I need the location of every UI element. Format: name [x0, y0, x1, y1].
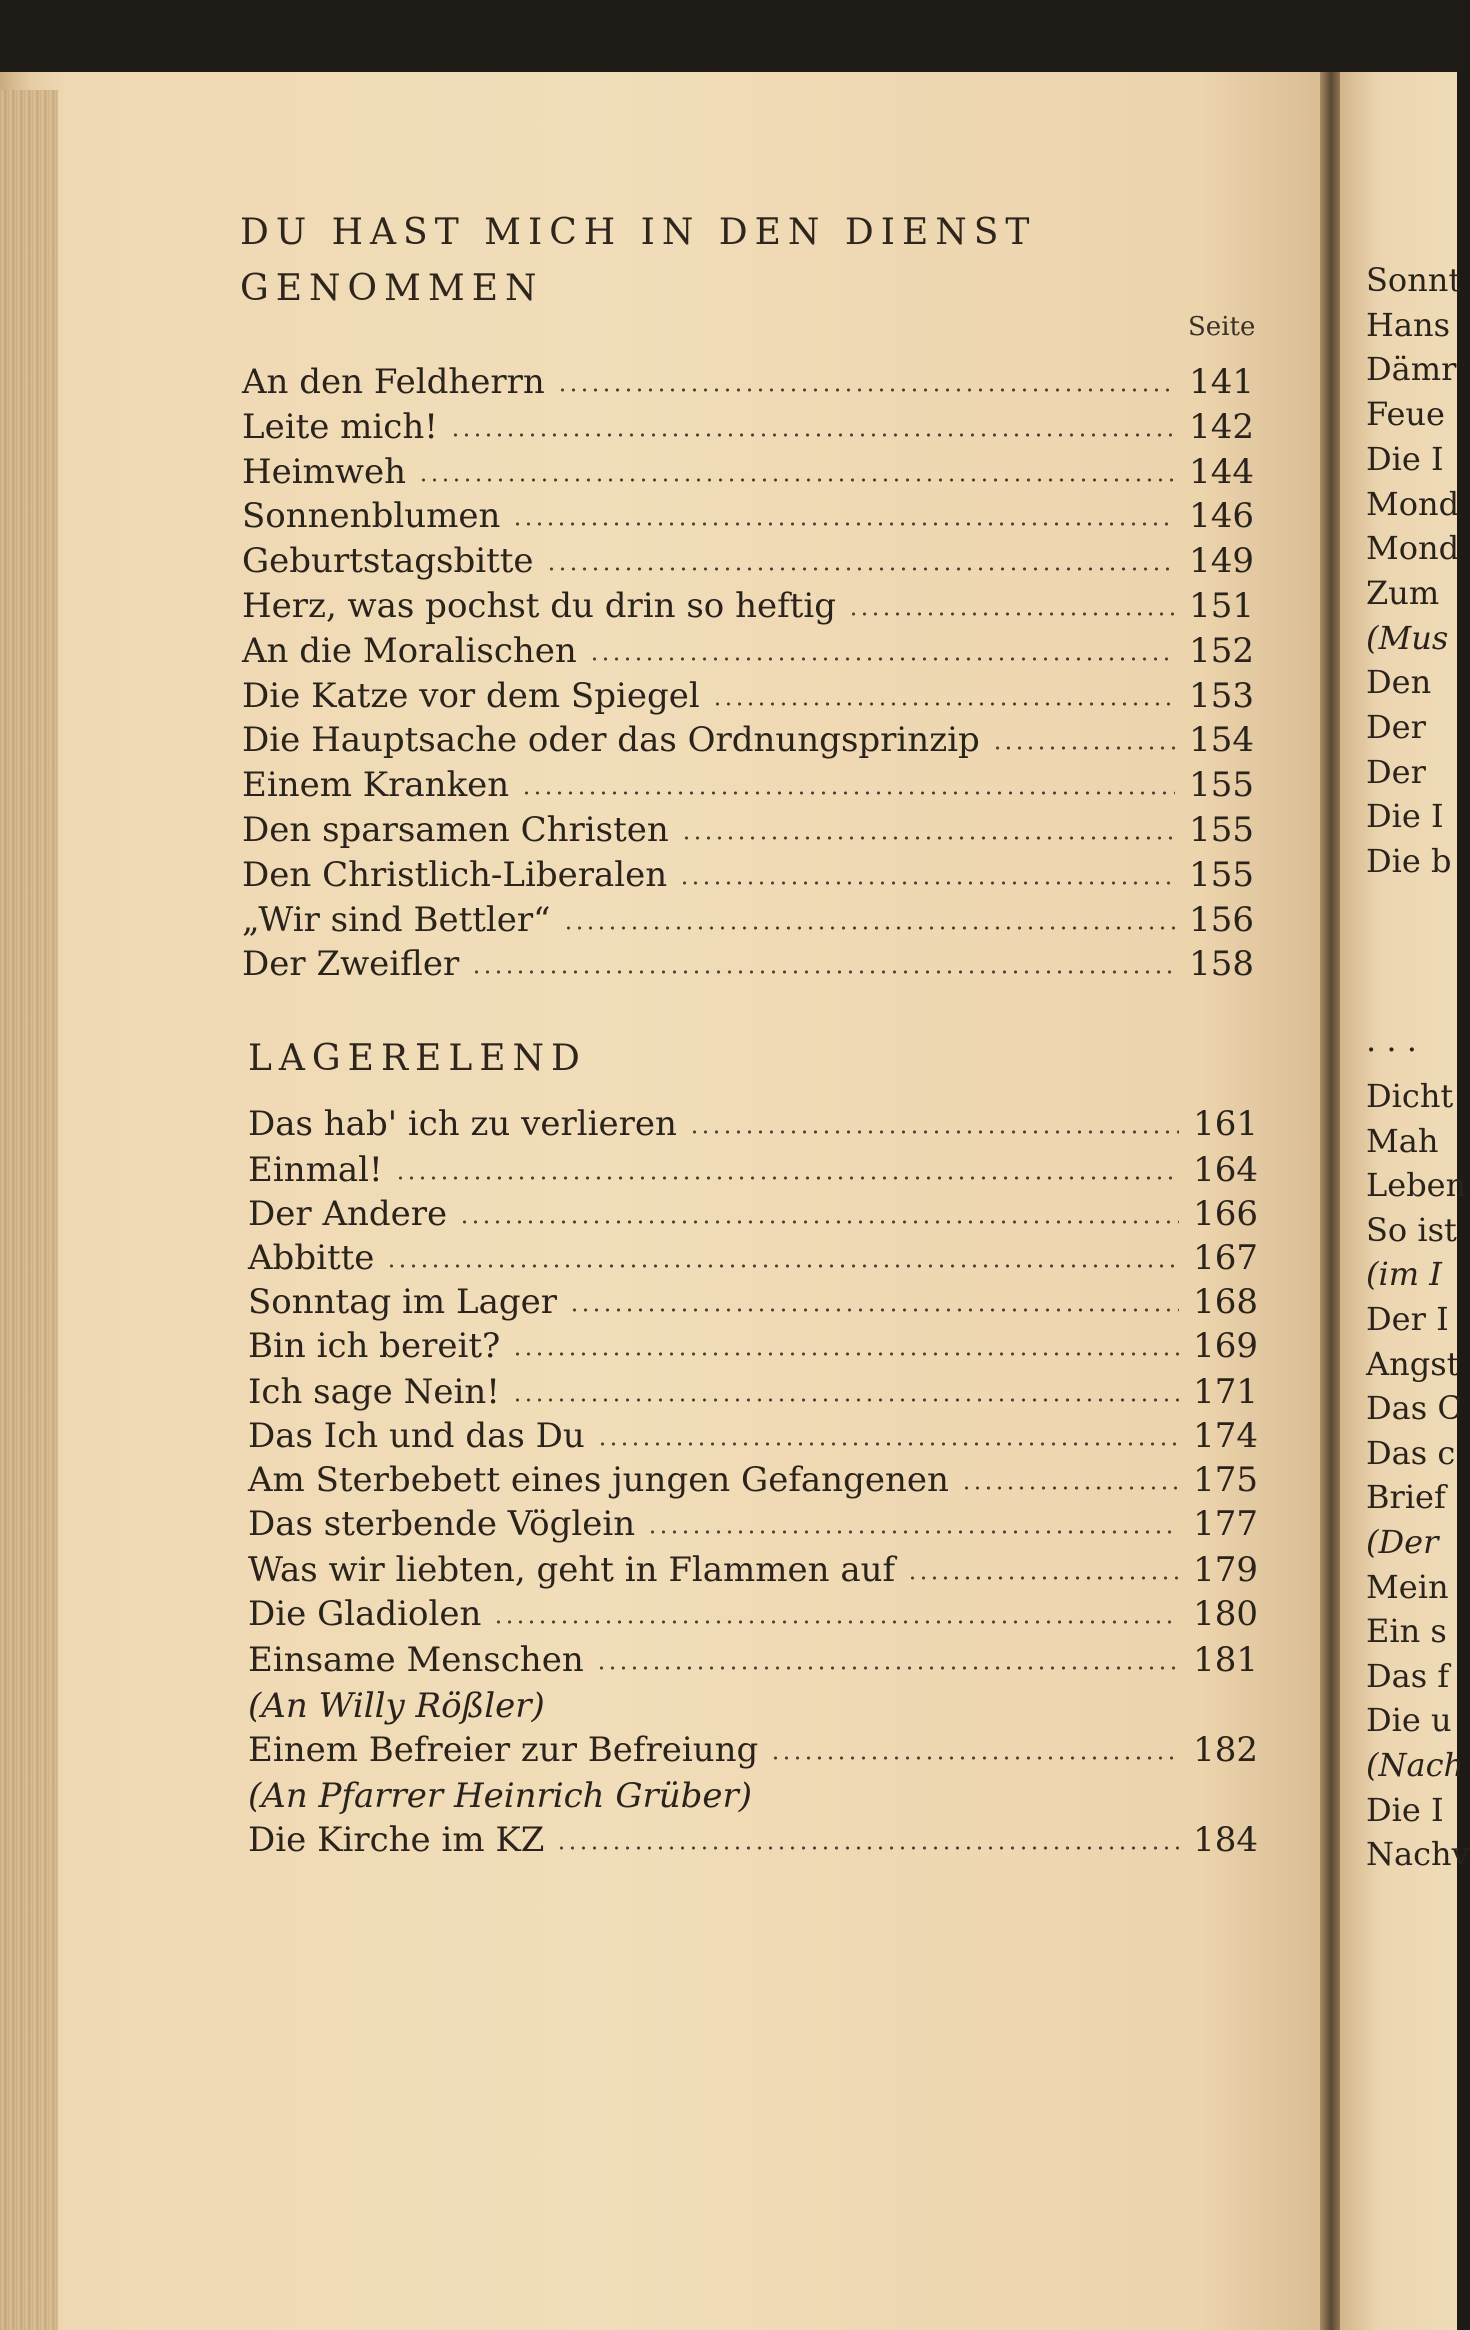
- dot-leader: [512, 1397, 1179, 1403]
- toc-entry-page: 164: [1193, 1150, 1258, 1190]
- toc-entry: [248, 1594, 1258, 1634]
- toc-entry-title: Die Kirche im KZ: [248, 1820, 545, 1860]
- right-page-stub: Mond: [1366, 484, 1460, 523]
- dot-leader: [689, 1129, 1179, 1135]
- section-title-line2: GENOMMEN: [240, 268, 544, 309]
- toc-entry-page: 155: [1189, 855, 1254, 895]
- toc-entry: [248, 1238, 1258, 1278]
- toc-entry-page: 152: [1189, 631, 1254, 671]
- toc-entry-page: 181: [1193, 1640, 1258, 1680]
- dot-leader: [679, 880, 1175, 886]
- right-page-stub: Dicht: [1366, 1077, 1454, 1115]
- page-edge: [0, 90, 58, 2330]
- toc-entry: [248, 1150, 1258, 1190]
- right-page-stub: (Nach: [1366, 1746, 1465, 1784]
- section-title-lagerelend: LAGERELEND: [248, 1038, 587, 1079]
- right-page-stub: Das C: [1366, 1389, 1462, 1428]
- dot-leader: [647, 1529, 1179, 1535]
- toc-entry-title: An die Moralischen: [242, 631, 577, 671]
- right-page-stub: Der: [1366, 708, 1426, 746]
- toc-entry: [248, 1282, 1258, 1322]
- toc-entry-title: Einmal!: [248, 1150, 383, 1190]
- toc-entry-page: 144: [1189, 452, 1254, 492]
- right-page-stub: Das f: [1366, 1656, 1450, 1695]
- dot-leader: [770, 1755, 1179, 1761]
- toc-entry-page: 142: [1189, 407, 1254, 447]
- dot-leader: [418, 477, 1175, 483]
- right-page-stub: Angst: [1366, 1344, 1460, 1383]
- toc-entry-title: Was wir liebten, geht in Flammen auf: [248, 1550, 896, 1590]
- right-page-stub: Der I: [1366, 1300, 1449, 1338]
- toc-entry: [242, 676, 1254, 716]
- right-page-stub: (Mus: [1366, 618, 1449, 657]
- section-title-line1: DU HAST MICH IN DEN DIENST: [240, 212, 1037, 253]
- right-page-ellipsis: . . .: [1366, 1021, 1417, 1059]
- toc-entry-title: Das sterbende Vöglein: [248, 1504, 636, 1544]
- right-page-stub: Sonnt: [1366, 261, 1462, 299]
- toc-entry: [242, 452, 1254, 492]
- toc-entry: [242, 631, 1254, 671]
- toc-entry: [248, 1104, 1258, 1144]
- toc-entry-title: Den sparsamen Christen: [242, 810, 669, 850]
- toc-entry-page: 161: [1193, 1104, 1258, 1144]
- toc-entry: [242, 407, 1254, 447]
- dedication-willy-roessler: (An Willy Rößler): [248, 1686, 545, 1726]
- right-page-stub: Ein s: [1366, 1612, 1447, 1651]
- right-page-stub: Mah: [1366, 1121, 1439, 1160]
- right-page-stub: Zum: [1366, 573, 1440, 612]
- dedication-heinrich-grueber: (An Pfarrer Heinrich Grüber): [248, 1776, 753, 1816]
- toc-entry-page: 156: [1189, 900, 1254, 940]
- book-gutter: [1320, 72, 1342, 2330]
- right-page-stub: So ist: [1366, 1210, 1457, 1249]
- toc-entry: [248, 1820, 1258, 1860]
- toc-entry-page: 180: [1193, 1594, 1258, 1634]
- toc-entry-page: 169: [1193, 1326, 1258, 1366]
- toc-entry-title: Der Andere: [248, 1194, 448, 1234]
- toc-entry-page: 182: [1193, 1730, 1258, 1770]
- dot-leader: [512, 1351, 1179, 1357]
- dot-leader: [546, 566, 1176, 572]
- right-page-stub: Das c: [1366, 1433, 1456, 1472]
- toc-entry-title: Einsame Menschen: [248, 1640, 584, 1680]
- toc-entry-page: 177: [1193, 1504, 1258, 1544]
- toc-entry-title: Abbitte: [248, 1238, 375, 1278]
- toc-entry-title: Leite mich!: [242, 407, 438, 447]
- dot-leader: [557, 387, 1175, 393]
- seite-label: Seite: [1188, 312, 1256, 342]
- right-page-stub: Den: [1366, 663, 1432, 702]
- toc-entry-title: Die Katze vor dem Spiegel: [242, 676, 700, 716]
- dot-leader: [681, 835, 1175, 841]
- dot-leader: [992, 745, 1175, 751]
- right-page-stub: Der: [1366, 752, 1426, 791]
- dot-leader: [493, 1619, 1179, 1625]
- dot-leader: [712, 701, 1175, 707]
- right-page-stub: (im I: [1366, 1255, 1442, 1294]
- toc-entry-page: 149: [1189, 541, 1254, 581]
- toc-entry-page: 167: [1193, 1238, 1258, 1278]
- right-page-stub: Brief: [1366, 1478, 1446, 1517]
- toc-entry-title: Das hab' ich zu verlieren: [248, 1104, 677, 1144]
- toc-entry-title: Den Christlich-Liberalen: [242, 855, 668, 895]
- toc-entry-page: 155: [1189, 810, 1254, 850]
- toc-entry-title: Am Sterbebett eines jungen Gefangenen: [248, 1460, 949, 1500]
- dot-leader: [597, 1441, 1179, 1447]
- toc-entry-title: An den Feldherrn: [242, 362, 545, 402]
- dot-leader: [512, 521, 1175, 527]
- toc-entry-title: Sonntag im Lager: [248, 1282, 557, 1322]
- right-page-stub: Dämr: [1366, 350, 1457, 389]
- toc-entry: [242, 855, 1254, 895]
- toc-entry: [248, 1730, 1258, 1770]
- toc-entry: [248, 1460, 1258, 1500]
- toc-entry-page: 168: [1193, 1282, 1258, 1322]
- toc-entry-page: 171: [1193, 1372, 1258, 1412]
- right-page-stub: Mein: [1366, 1567, 1449, 1606]
- dot-leader: [569, 1307, 1179, 1313]
- toc-entry-title: Bin ich bereit?: [248, 1326, 501, 1366]
- right-page-stub: Die u: [1366, 1701, 1452, 1740]
- toc-entry-title: Der Zweifler: [242, 944, 460, 984]
- right-page-stub: Die b: [1366, 842, 1452, 881]
- toc-entry-page: 146: [1189, 496, 1254, 536]
- toc-entry: [248, 1416, 1258, 1456]
- toc-entry: [242, 810, 1254, 850]
- dot-leader: [596, 1665, 1179, 1671]
- toc-entry-title: Herz, was pochst du drin so heftig: [242, 586, 836, 626]
- toc-entry: [248, 1550, 1258, 1590]
- dot-leader: [386, 1263, 1179, 1269]
- toc-entry-title: Heimweh: [242, 452, 407, 492]
- dot-leader: [450, 432, 1175, 438]
- right-page-stub: Nachv: [1366, 1835, 1470, 1874]
- toc-entry: [242, 541, 1254, 581]
- toc-entry-page: 179: [1193, 1550, 1258, 1590]
- toc-entry: [248, 1640, 1258, 1680]
- dot-leader: [459, 1219, 1179, 1225]
- dot-leader: [471, 969, 1175, 975]
- dot-leader: [907, 1575, 1179, 1581]
- toc-entry: [248, 1372, 1258, 1412]
- toc-entry-title: „Wir sind Bettler“: [242, 900, 551, 940]
- dot-leader: [395, 1175, 1179, 1181]
- toc-entry-page: 153: [1189, 676, 1254, 716]
- toc-entry: [242, 496, 1254, 536]
- toc-entry-page: 154: [1189, 720, 1254, 760]
- right-page-stub: Die I: [1366, 439, 1444, 478]
- toc-entry-page: 158: [1189, 944, 1254, 984]
- toc-entry-title: Ich sage Nein!: [248, 1372, 500, 1412]
- toc-entry-page: 174: [1193, 1416, 1258, 1456]
- toc-entry-page: 184: [1193, 1820, 1258, 1860]
- toc-entry-page: 151: [1189, 586, 1254, 626]
- right-page-stub: Mond: [1366, 529, 1460, 568]
- toc-entry: [242, 765, 1254, 805]
- toc-entry-page: 141: [1189, 362, 1254, 402]
- toc-entry-title: Einem Befreier zur Befreiung: [248, 1730, 759, 1770]
- dot-leader: [961, 1485, 1179, 1491]
- right-page-stub: Hans: [1366, 305, 1451, 344]
- toc-entry-page: 166: [1193, 1194, 1258, 1234]
- dot-leader: [848, 611, 1175, 617]
- right-page-stub: Leben: [1366, 1166, 1467, 1205]
- toc-entry-title: Sonnenblumen: [242, 496, 501, 536]
- toc-entry-title: Das Ich und das Du: [248, 1416, 585, 1456]
- toc-entry-title: Die Gladiolen: [248, 1594, 482, 1634]
- dot-leader: [521, 790, 1175, 796]
- dot-leader: [589, 656, 1175, 662]
- toc-entry: [242, 586, 1254, 626]
- toc-entry-page: 155: [1189, 765, 1254, 805]
- toc-entry-page: 175: [1193, 1460, 1258, 1500]
- dot-leader: [563, 925, 1176, 931]
- toc-entry-title: Geburtstagsbitte: [242, 541, 534, 581]
- toc-entry: [248, 1326, 1258, 1366]
- right-page-stub: Die I: [1366, 797, 1444, 836]
- toc-entry: [242, 362, 1254, 402]
- toc-entry: [242, 900, 1254, 940]
- right-page: [1340, 72, 1470, 2330]
- right-page-stub: (Der: [1366, 1523, 1439, 1561]
- toc-entry-title: Die Hauptsache oder das Ordnungsprinzip: [242, 720, 980, 760]
- toc-entry: [248, 1194, 1258, 1234]
- right-page-stub: Die I: [1366, 1790, 1444, 1829]
- toc-entry-title: Einem Kranken: [242, 765, 510, 805]
- toc-entry: [242, 944, 1254, 984]
- dot-leader: [556, 1845, 1179, 1851]
- right-page-stub: Feue: [1366, 395, 1445, 434]
- toc-entry: [248, 1504, 1258, 1544]
- toc-entry: [242, 720, 1254, 760]
